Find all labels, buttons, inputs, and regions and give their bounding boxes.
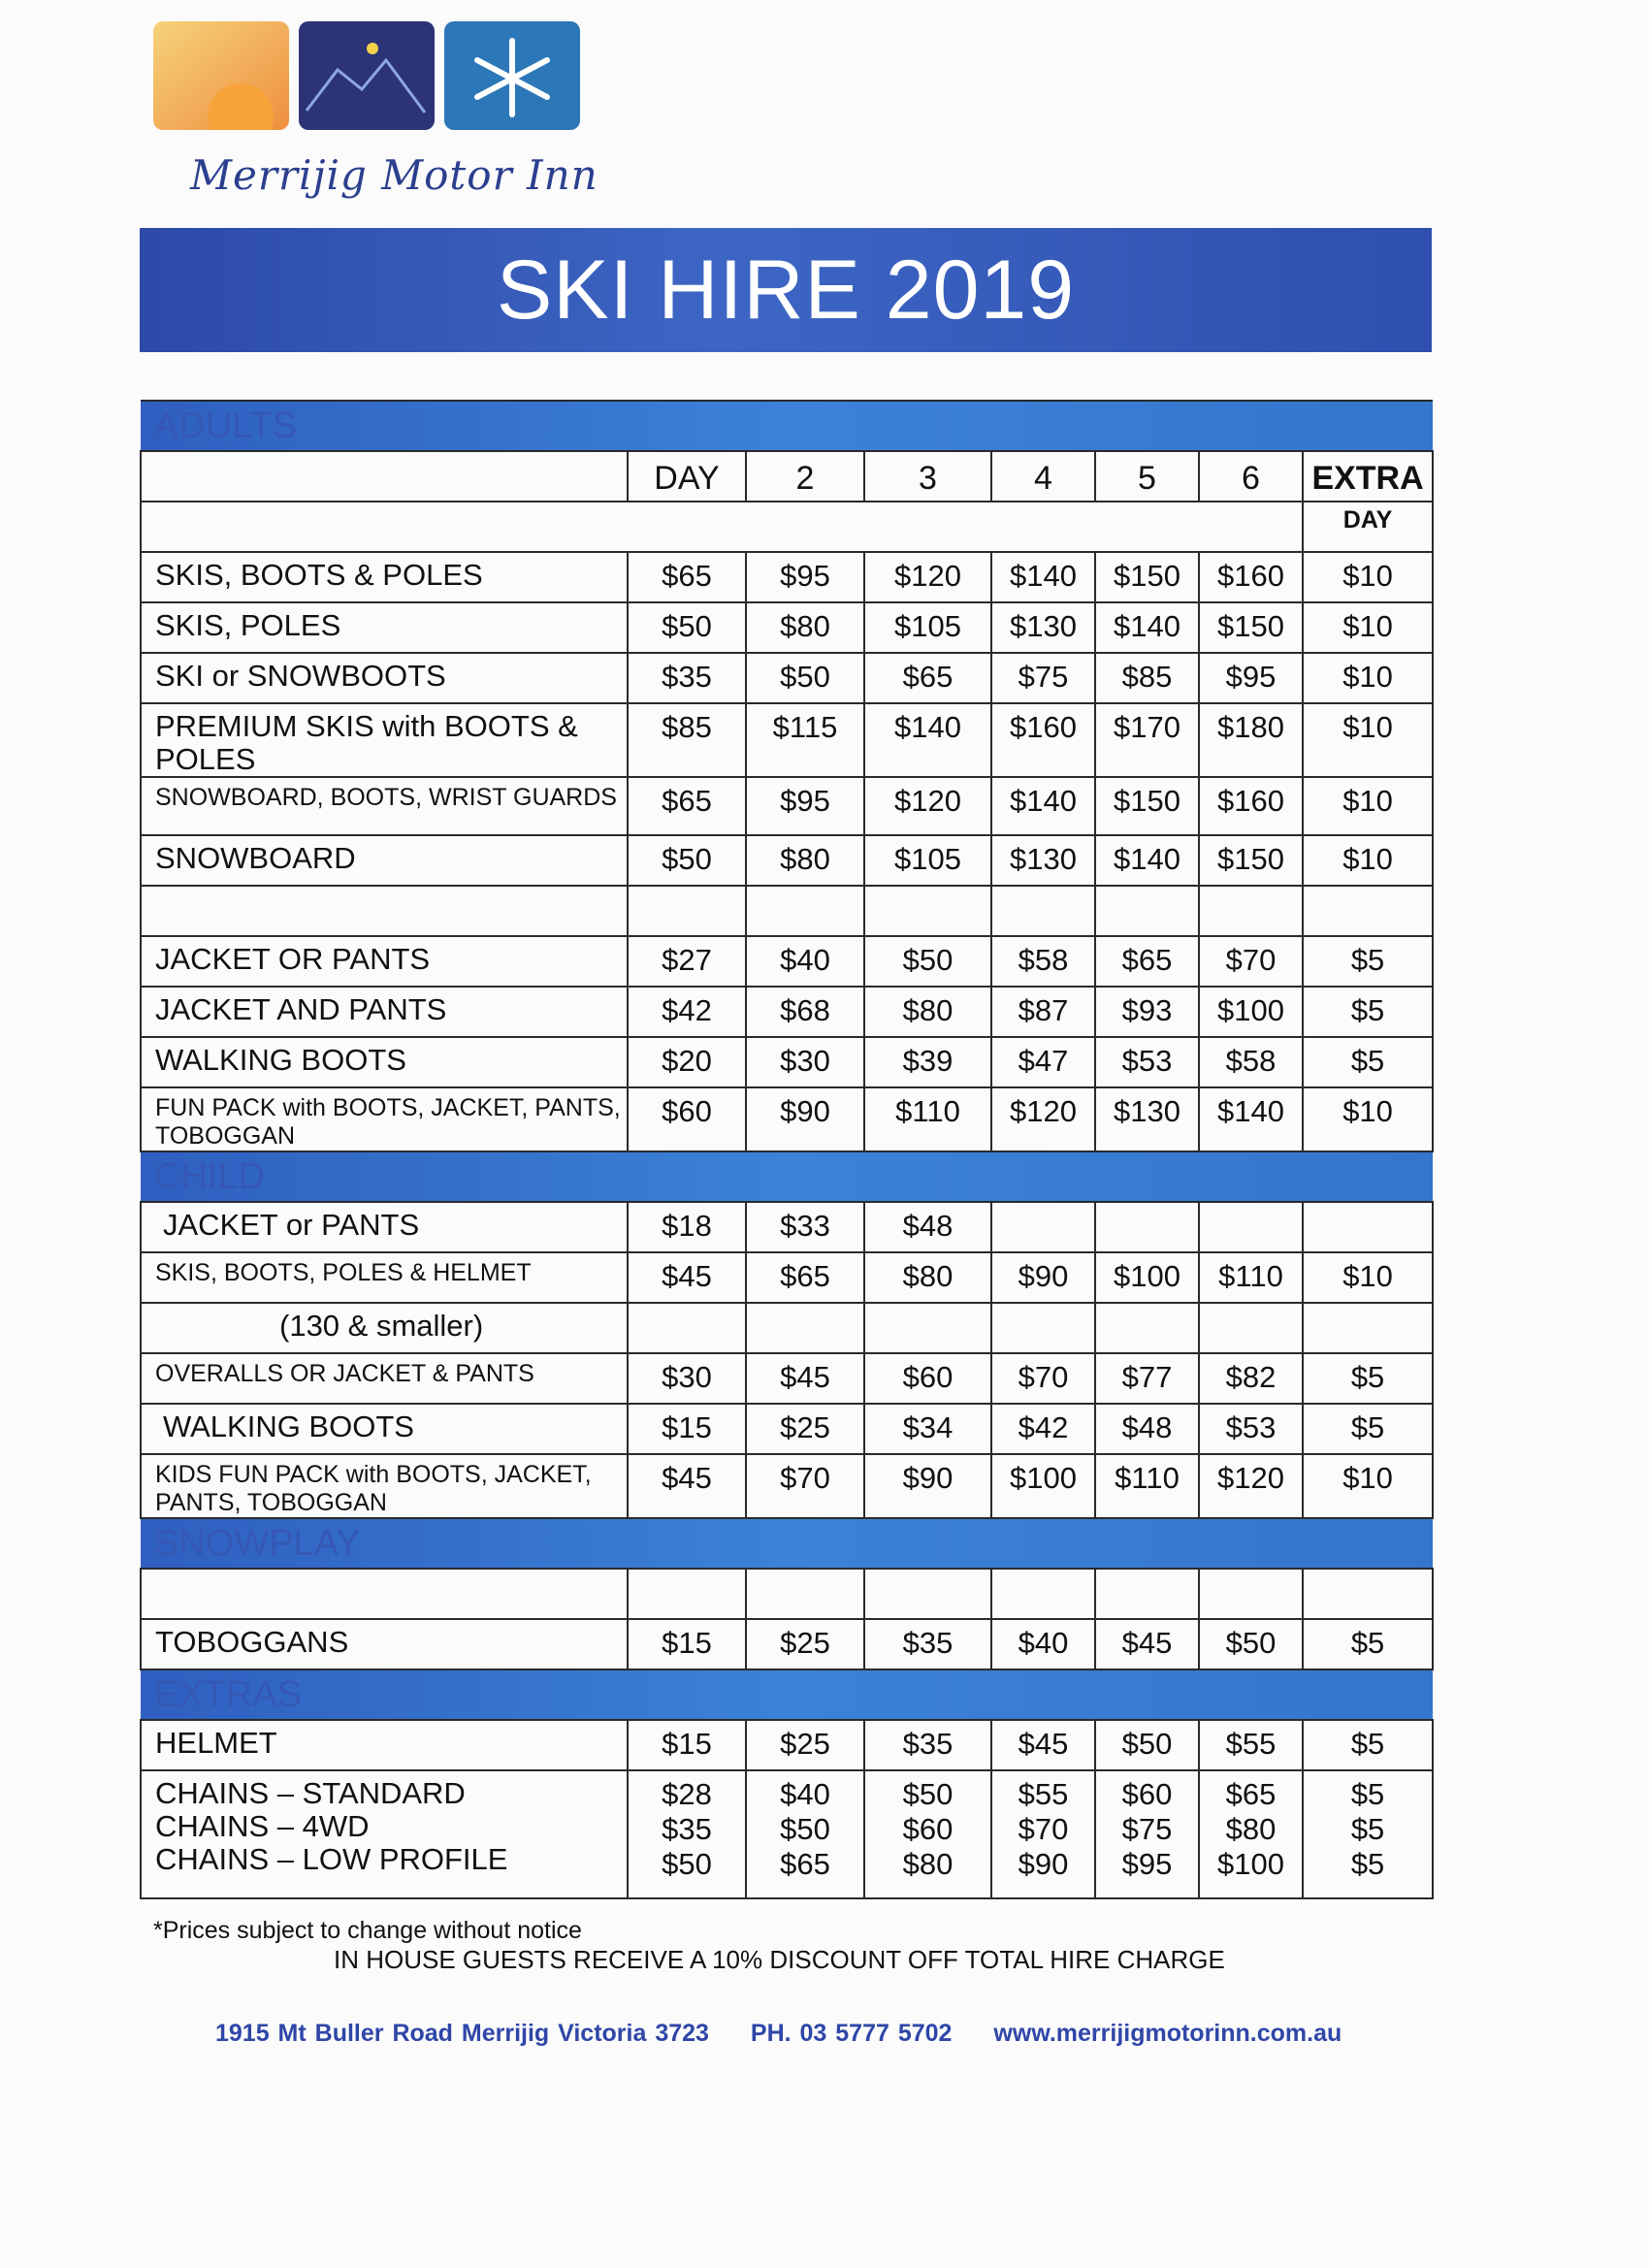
- price-cell: $120: [1199, 1454, 1303, 1518]
- price-cell: $85: [1095, 653, 1199, 703]
- header-blank: [141, 451, 628, 502]
- price-cell: $20: [628, 1037, 746, 1087]
- item-name: SKIS, BOOTS & POLES: [141, 552, 628, 602]
- website-link[interactable]: www.merrijigmotorinn.com.au: [993, 2020, 1342, 2047]
- table-row: [141, 602, 1433, 653]
- chain-price: $35: [662, 1812, 712, 1846]
- price-cell: [991, 1202, 1095, 1252]
- price-cell: $65: [864, 653, 991, 703]
- price-cell: [628, 1770, 746, 1898]
- column-header-extra-day: DAY: [1303, 502, 1433, 552]
- column-header: 5: [1095, 451, 1199, 502]
- chain-item: CHAINS – LOW PROFILE: [155, 1842, 508, 1876]
- column-header: 3: [864, 451, 991, 502]
- item-name: FUN PACK with BOOTS, JACKET, PANTS, TOBOGGAN: [141, 1087, 628, 1151]
- price-cell: $95: [746, 552, 864, 602]
- price-cell: $80: [864, 987, 991, 1037]
- price-cell: $140: [1095, 835, 1199, 886]
- price-cell: $10: [1303, 653, 1433, 703]
- price-cell: [1303, 1303, 1433, 1353]
- column-header: DAY: [628, 451, 746, 502]
- table-row: [141, 1252, 1433, 1303]
- price-cell: $42: [628, 987, 746, 1037]
- price-cell: $160: [1199, 552, 1303, 602]
- price-cell: $50: [1199, 1619, 1303, 1669]
- price-cell: $5: [1303, 1404, 1433, 1454]
- section-extras: [141, 1669, 1433, 1720]
- chain-price: $50: [780, 1812, 830, 1846]
- price-cell: $5: [1303, 1619, 1433, 1669]
- price-cell: $140: [991, 552, 1095, 602]
- item-name: SKIS, POLES: [141, 602, 628, 653]
- empty-cell: [1095, 886, 1199, 936]
- empty-cell: [864, 1569, 991, 1619]
- item-name: WALKING BOOTS: [141, 1037, 628, 1087]
- chain-price: $50: [902, 1777, 954, 1811]
- price-cell: [1303, 1202, 1433, 1252]
- item-name: KIDS FUN PACK with BOOTS, JACKET, PANTS, TOBOGGAN: [141, 1454, 628, 1518]
- price-cell: $15: [628, 1404, 746, 1454]
- chain-price: $55: [1018, 1777, 1069, 1811]
- price-cell: $58: [1199, 1037, 1303, 1087]
- price-cell: [746, 1303, 864, 1353]
- price-cell: [991, 1303, 1095, 1353]
- price-cell: $25: [746, 1404, 864, 1454]
- empty-cell: [1303, 1569, 1433, 1619]
- price-cell: $48: [1095, 1404, 1199, 1454]
- item-name: [141, 1770, 628, 1898]
- star-icon: [367, 43, 378, 54]
- price-cell: $50: [628, 602, 746, 653]
- price-cell: $90: [746, 1087, 864, 1151]
- price-cell: $50: [746, 653, 864, 703]
- price-cell: $65: [1095, 936, 1199, 987]
- price-cell: $40: [746, 936, 864, 987]
- price-cell: $160: [991, 703, 1095, 777]
- price-cell: $5: [1303, 1720, 1433, 1770]
- table-row: [141, 1619, 1433, 1669]
- price-table: [140, 400, 1434, 1899]
- chain-price: $95: [1121, 1847, 1173, 1881]
- chain-price: $90: [1018, 1847, 1069, 1881]
- price-cell: $65: [746, 1252, 864, 1303]
- price-cell: $45: [1095, 1619, 1199, 1669]
- price-cell: $105: [864, 602, 991, 653]
- empty-cell: [628, 1569, 746, 1619]
- empty-cell: [991, 1569, 1095, 1619]
- price-cell: $45: [991, 1720, 1095, 1770]
- table-row: [141, 936, 1433, 987]
- chain-price: $5: [1350, 1847, 1385, 1881]
- price-cell: $150: [1095, 777, 1199, 835]
- chain-price: $75: [1121, 1812, 1173, 1846]
- price-cell: $10: [1303, 703, 1433, 777]
- price-cell: $18: [628, 1202, 746, 1252]
- price-cell: [1095, 1202, 1199, 1252]
- page-title: SKI HIRE 2019: [140, 228, 1432, 352]
- item-name: TOBOGGANS: [141, 1619, 628, 1669]
- chain-price: $70: [1018, 1812, 1069, 1846]
- section-snowplay: [141, 1518, 1433, 1569]
- price-cell: $65: [628, 552, 746, 602]
- price-cell: $95: [746, 777, 864, 835]
- price-cell: $77: [1095, 1353, 1199, 1404]
- section-label: EXTRAS: [141, 1669, 1433, 1720]
- price-cell: $140: [1199, 1087, 1303, 1151]
- chain-item: CHAINS – 4WD: [155, 1809, 370, 1843]
- address: 1915 Mt Buller Road Merrijig Victoria 3723: [215, 2020, 709, 2047]
- price-cell: $45: [628, 1252, 746, 1303]
- price-cell: [991, 1770, 1095, 1898]
- item-name: SKI or SNOWBOOTS: [141, 653, 628, 703]
- price-cell: $120: [864, 552, 991, 602]
- price-cell: $47: [991, 1037, 1095, 1087]
- price-cell: $48: [864, 1202, 991, 1252]
- price-cell: $15: [628, 1720, 746, 1770]
- table-row: [141, 703, 1433, 777]
- price-cell: $80: [746, 602, 864, 653]
- price-cell: $100: [991, 1454, 1095, 1518]
- price-cell: $10: [1303, 1454, 1433, 1518]
- price-cell: $10: [1303, 1087, 1433, 1151]
- spacer-row: [141, 1569, 1433, 1619]
- section-adults: [141, 401, 1433, 451]
- phone: PH. 03 5777 5702: [750, 2020, 953, 2047]
- price-cell: $10: [1303, 552, 1433, 602]
- price-cell: $5: [1303, 1353, 1433, 1404]
- price-cell: $65: [628, 777, 746, 835]
- empty-cell: [746, 1569, 864, 1619]
- price-cell: $87: [991, 987, 1095, 1037]
- item-name: JACKET OR PANTS: [141, 936, 628, 987]
- price-cell: [746, 1770, 864, 1898]
- price-cell: [1199, 1770, 1303, 1898]
- price-cell: $120: [864, 777, 991, 835]
- price-cell: $95: [1199, 653, 1303, 703]
- item-name: HELMET: [141, 1720, 628, 1770]
- section-label: ADULTS: [141, 401, 1433, 451]
- logo-tiles: [153, 21, 580, 130]
- empty-cell: [864, 886, 991, 936]
- price-cell: $130: [991, 602, 1095, 653]
- price-cell: $150: [1199, 835, 1303, 886]
- chain-price: $60: [1121, 1777, 1173, 1811]
- price-cell: $5: [1303, 936, 1433, 987]
- price-cell: $115: [746, 703, 864, 777]
- price-cell: $30: [746, 1037, 864, 1087]
- item-name: JACKET or PANTS: [141, 1202, 628, 1252]
- empty-cell: [1199, 1569, 1303, 1619]
- price-cell: $53: [1199, 1404, 1303, 1454]
- column-header: 6: [1199, 451, 1303, 502]
- price-cell: $160: [1199, 777, 1303, 835]
- price-cell: $70: [746, 1454, 864, 1518]
- price-cell: $70: [1199, 936, 1303, 987]
- price-cell: $25: [746, 1619, 864, 1669]
- price-cell: [1199, 1202, 1303, 1252]
- item-name: JACKET AND PANTS: [141, 987, 628, 1037]
- price-cell: $75: [991, 653, 1095, 703]
- table-row: [141, 1202, 1433, 1252]
- price-cell: $68: [746, 987, 864, 1037]
- logo: [153, 21, 598, 206]
- chain-item: CHAINS – STANDARD: [155, 1776, 466, 1810]
- empty-cell: [1095, 1569, 1199, 1619]
- price-cell: $170: [1095, 703, 1199, 777]
- table-row: [141, 835, 1433, 886]
- price-cell: $10: [1303, 777, 1433, 835]
- price-cell: $39: [864, 1037, 991, 1087]
- price-cell: [1199, 1303, 1303, 1353]
- table-row: [141, 1720, 1433, 1770]
- table-row: [141, 552, 1433, 602]
- logo-name: Merrijig Motor Inn: [190, 151, 598, 199]
- price-cell: $15: [628, 1619, 746, 1669]
- price-cell: $10: [1303, 1252, 1433, 1303]
- table-row: [141, 1454, 1433, 1518]
- table-row: [141, 1353, 1433, 1404]
- price-cell: $5: [1303, 1037, 1433, 1087]
- price-cell: $60: [864, 1353, 991, 1404]
- price-cell: $45: [746, 1353, 864, 1404]
- header-row: [141, 451, 1433, 502]
- price-cell: $50: [864, 936, 991, 987]
- spacer-row: [141, 886, 1433, 936]
- table-row: [141, 987, 1433, 1037]
- footnote: *Prices subject to change without notice: [153, 1917, 582, 1944]
- empty-cell: [141, 886, 628, 936]
- price-cell: $50: [628, 835, 746, 886]
- price-cell: $35: [628, 653, 746, 703]
- price-cell: $130: [991, 835, 1095, 886]
- item-name: SNOWBOARD: [141, 835, 628, 886]
- item-name: OVERALLS OR JACKET & PANTS: [141, 1353, 628, 1404]
- chain-price: $80: [1225, 1812, 1277, 1846]
- section-label: CHILD: [141, 1151, 1433, 1202]
- price-cell: $150: [1095, 552, 1199, 602]
- price-cell: $60: [628, 1087, 746, 1151]
- price-cell: $90: [991, 1252, 1095, 1303]
- chain-price: $5: [1350, 1777, 1385, 1811]
- column-header: 2: [746, 451, 864, 502]
- price-cell: $25: [746, 1720, 864, 1770]
- price-cell: [864, 1770, 991, 1898]
- chain-price: $60: [902, 1812, 954, 1846]
- price-cell: $58: [991, 936, 1095, 987]
- table-row: [141, 653, 1433, 703]
- price-cell: [1095, 1770, 1199, 1898]
- price-cell: $80: [864, 1252, 991, 1303]
- price-cell: $35: [864, 1619, 991, 1669]
- price-cell: $105: [864, 835, 991, 886]
- price-cell: $10: [1303, 602, 1433, 653]
- price-cell: [864, 1303, 991, 1353]
- price-cell: $5: [1303, 987, 1433, 1037]
- empty-cell: [1199, 886, 1303, 936]
- price-cell: $110: [1199, 1252, 1303, 1303]
- section-child: [141, 1151, 1433, 1202]
- table-row: [141, 1404, 1433, 1454]
- price-cell: $140: [864, 703, 991, 777]
- price-cell: $80: [746, 835, 864, 886]
- column-header: 4: [991, 451, 1095, 502]
- chain-price: $5: [1350, 1812, 1385, 1846]
- chain-price: $65: [780, 1847, 830, 1881]
- price-cell: $34: [864, 1404, 991, 1454]
- empty-cell: [746, 886, 864, 936]
- price-cell: $100: [1095, 1252, 1199, 1303]
- table-row-chains: [141, 1770, 1433, 1898]
- price-cell: $100: [1199, 987, 1303, 1037]
- chain-price: $100: [1217, 1847, 1284, 1881]
- chain-price: $65: [1225, 1777, 1277, 1811]
- chain-price: $50: [662, 1847, 712, 1881]
- empty-cell: [1303, 886, 1433, 936]
- price-cell: $180: [1199, 703, 1303, 777]
- discount-note: IN HOUSE GUESTS RECEIVE A 10% DISCOUNT OFF TOTAL HIRE CHARGE: [334, 1945, 1225, 1974]
- price-cell: [1095, 1303, 1199, 1353]
- price-cell: $55: [1199, 1720, 1303, 1770]
- price-cell: $93: [1095, 987, 1199, 1037]
- table-row: [141, 1037, 1433, 1087]
- header-row-2: [141, 502, 1433, 552]
- column-header: EXTRA: [1303, 451, 1433, 502]
- item-name: WALKING BOOTS: [141, 1404, 628, 1454]
- item-name: SKIS, BOOTS, POLES & HELMET: [141, 1252, 628, 1303]
- mountain-tile: [299, 21, 435, 130]
- footer: [215, 2020, 1374, 2048]
- price-cell: $130: [1095, 1087, 1199, 1151]
- empty-cell: [628, 886, 746, 936]
- price-cell: $90: [864, 1454, 991, 1518]
- chain-price: $28: [662, 1777, 712, 1811]
- price-cell: $140: [1095, 602, 1199, 653]
- item-name: PREMIUM SKIS with BOOTS & POLES: [141, 703, 628, 777]
- empty-cell: [141, 1569, 628, 1619]
- price-cell: $10: [1303, 835, 1433, 886]
- price-cell: $35: [864, 1720, 991, 1770]
- chain-price: $40: [780, 1777, 830, 1811]
- price-cell: $53: [1095, 1037, 1199, 1087]
- price-cell: $150: [1199, 602, 1303, 653]
- table-row: [141, 1303, 1433, 1353]
- chain-price: $80: [902, 1847, 954, 1881]
- price-cell: $42: [991, 1404, 1095, 1454]
- price-cell: $33: [746, 1202, 864, 1252]
- price-cell: $30: [628, 1353, 746, 1404]
- price-cell: $82: [1199, 1353, 1303, 1404]
- price-cell: [1303, 1770, 1433, 1898]
- table-row: [141, 777, 1433, 835]
- item-name: SNOWBOARD, BOOTS, WRIST GUARDS: [141, 777, 628, 835]
- section-label: SNOWPLAY: [141, 1518, 1433, 1569]
- price-cell: [628, 1303, 746, 1353]
- price-cell: $140: [991, 777, 1095, 835]
- empty-cell: [141, 502, 1303, 552]
- price-cell: $45: [628, 1454, 746, 1518]
- price-cell: $70: [991, 1353, 1095, 1404]
- price-cell: $110: [1095, 1454, 1199, 1518]
- price-cell: $50: [1095, 1720, 1199, 1770]
- price-cell: $120: [991, 1087, 1095, 1151]
- price-cell: $40: [991, 1619, 1095, 1669]
- empty-cell: [991, 886, 1095, 936]
- price-cell: $110: [864, 1087, 991, 1151]
- price-cell: $85: [628, 703, 746, 777]
- price-cell: $27: [628, 936, 746, 987]
- table-row: [141, 1087, 1433, 1151]
- item-name: (130 & smaller): [141, 1303, 628, 1353]
